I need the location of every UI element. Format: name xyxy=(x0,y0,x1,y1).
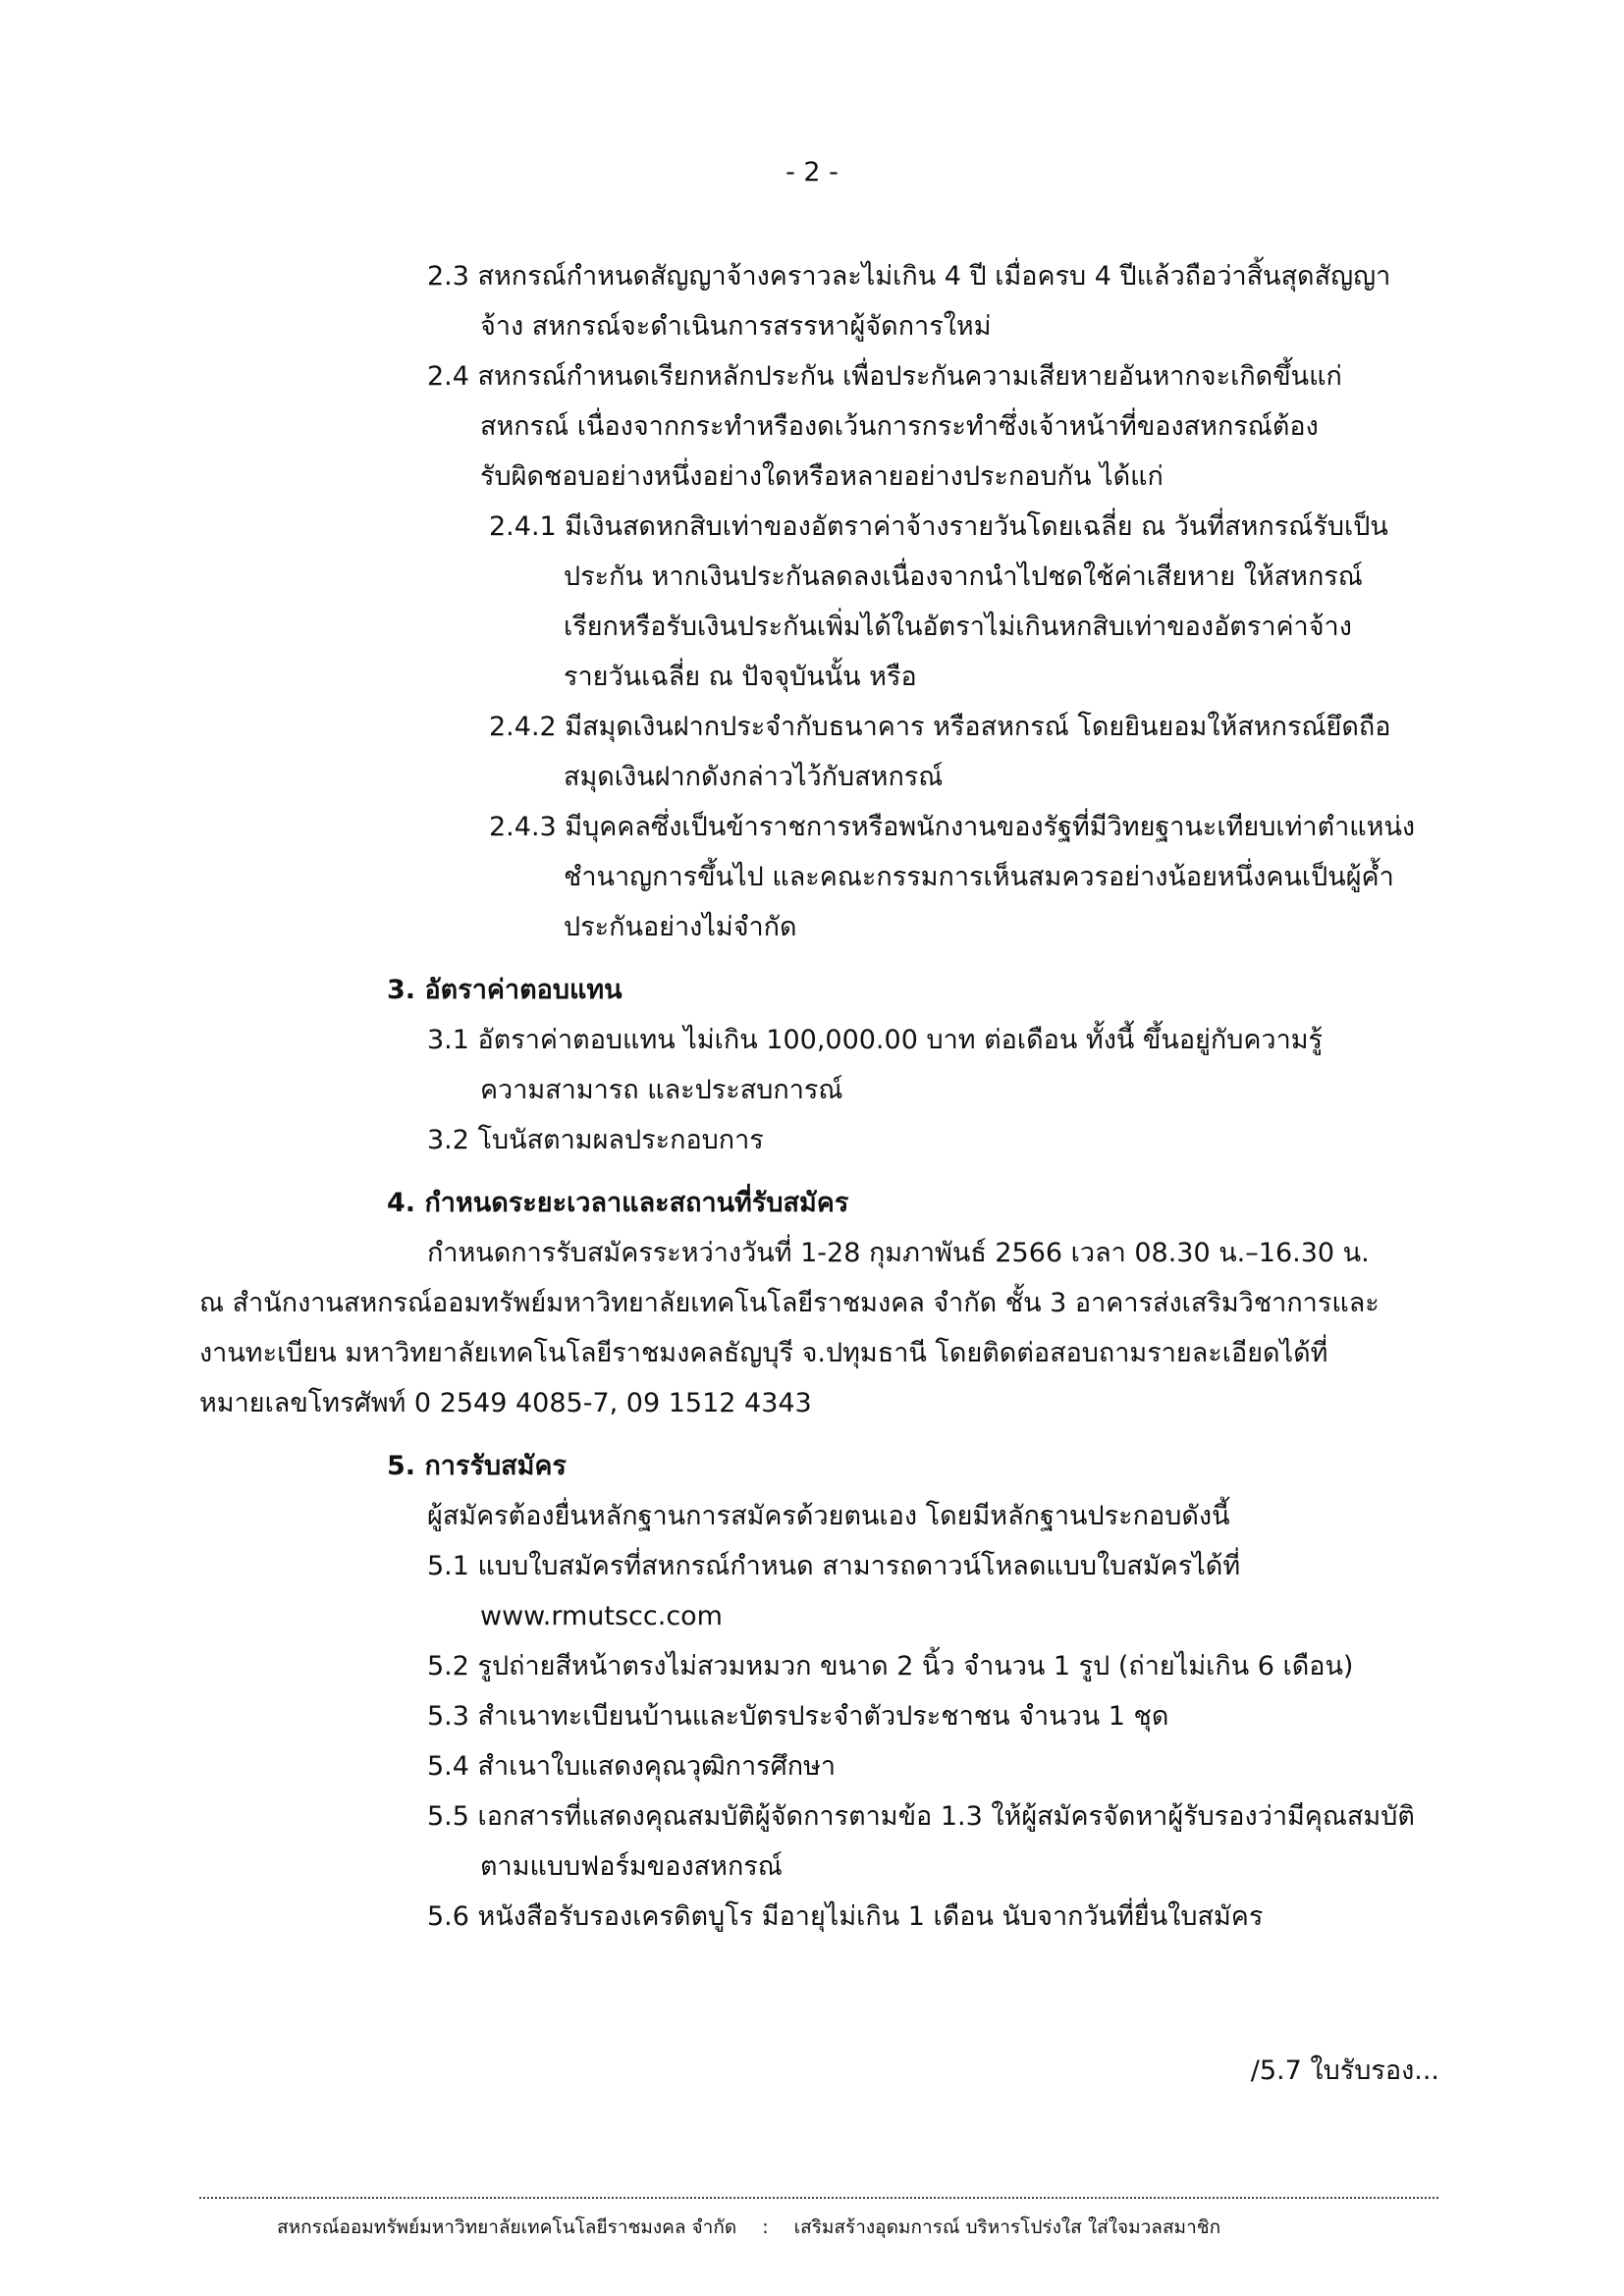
section-5-heading: 5. การรับสมัคร xyxy=(387,1451,567,1481)
item-2-4-3-line-2: ชำนาญการขึ้นไป และคณะกรรมการเห็นสมควรอย่างน้อยหนึ่งคนเป็นผู้ค้ำ xyxy=(564,862,1394,892)
footer-separator: : xyxy=(762,2216,769,2238)
item-5-6: 5.6 หนังสือรับรองเครดิตบูโร มีอายุไม่เกิน 1 เดือน นับจากวันที่ยื่นใบสมัคร xyxy=(427,1901,1264,1932)
footer-divider xyxy=(199,2197,1438,2199)
item-5-5-line-2: ตามแบบฟอร์มของสหกรณ์ xyxy=(480,1851,783,1882)
item-5-5-line-1: 5.5 เอกสารที่แสดงคุณสมบัติผู้จัดการตามข้อ 1.3 ให้ผู้สมัครจัดหาผู้รับรองว่ามีคุณสมบัติ xyxy=(427,1801,1415,1832)
item-5-2: 5.2 รูปถ่ายสีหน้าตรงไม่สวมหมวก ขนาด 2 นิ้ว จำนวน 1 รูป (ถ่ายไม่เกิน 6 เดือน) xyxy=(427,1651,1354,1682)
item-2-4-3-line-3: ประกันอย่างไม่จำกัด xyxy=(564,912,797,942)
item-5-1-website-link[interactable]: www.rmutscc.com xyxy=(480,1601,723,1631)
item-2-4-line-3: รับผิดชอบอย่างหนึ่งอย่างใดหรือหลายอย่างประกอบกัน ได้แก่ xyxy=(480,461,1164,492)
continuation-note: /5.7 ใบรับรอง... xyxy=(1250,2056,1439,2086)
page-number: - 2 - xyxy=(785,157,839,187)
section-5-intro: ผู้สมัครต้องยื่นหลักฐานการสมัครด้วยตนเอง โดยมีหลักฐานประกอบดังนี้ xyxy=(427,1501,1230,1531)
item-2-4-1-line-1: 2.4.1 มีเงินสดหกสิบเท่าของอัตราค่าจ้างรายวันโดยเฉลี่ย ณ วันที่สหกรณ์รับเป็น xyxy=(489,511,1388,542)
item-2-4-2-line-2: สมุดเงินฝากดังกล่าวไว้กับสหกรณ์ xyxy=(564,762,944,792)
item-2-4-3-line-1: 2.4.3 มีบุคคลซึ่งเป็นข้าราชการหรือพนักงานของรัฐที่มีวิทยฐานะเทียบเท่าตำแหน่ง xyxy=(489,812,1416,842)
footer-organization: สหกรณ์ออมทรัพย์มหาวิทยาลัยเทคโนโลยีราชมงคล จำกัด xyxy=(277,2216,737,2238)
item-2-4-line-2: สหกรณ์ เนื่องจากกระทำหรืองดเว้นการกระทำซึ่งเจ้าหน้าที่ของสหกรณ์ต้อง xyxy=(480,411,1319,442)
item-2-4-2-line-1: 2.4.2 มีสมุดเงินฝากประจำกับธนาคาร หรือสหกรณ์ โดยยินยอมให้สหกรณ์ยึดถือ xyxy=(489,712,1391,742)
section-4-body-line-2: ณ สำนักงานสหกรณ์ออมทรัพย์มหาวิทยาลัยเทคโนโลยีราชมงคล จำกัด ชั้น 3 อาคารส่งเสริมวิชาการและ xyxy=(199,1288,1380,1318)
section-4-body-line-3: งานทะเบียน มหาวิทยาลัยเทคโนโลยีราชมงคลธัญบุรี จ.ปทุมธานี โดยติดต่อสอบถามรายละเอียดได้ที่ xyxy=(199,1338,1328,1368)
item-2-3-line-1: 2.3 สหกรณ์กำหนดสัญญาจ้างคราวละไม่เกิน 4 ปี เมื่อครบ 4 ปีแล้วถือว่าสิ้นสุดสัญญา xyxy=(427,261,1391,292)
item-5-3: 5.3 สำเนาทะเบียนบ้านและบัตรประจำตัวประชาชน จำนวน 1 ชุด xyxy=(427,1701,1169,1732)
item-2-4-1-line-4: รายวันเฉลี่ย ณ ปัจจุบันนั้น หรือ xyxy=(564,662,917,692)
item-3-1-line-2: ความสามารถ และประสบการณ์ xyxy=(480,1075,843,1105)
item-2-4-1-line-3: เรียกหรือรับเงินประกันเพิ่มได้ในอัตราไม่เกินหกสิบเท่าของอัตราค่าจ้าง xyxy=(564,612,1352,642)
item-5-1-line-1: 5.1 แบบใบสมัครที่สหกรณ์กำหนด สามารถดาวน์โหลดแบบใบสมัครได้ที่ xyxy=(427,1551,1241,1581)
section-3-heading: 3. อัตราค่าตอบแทน xyxy=(387,975,623,1005)
item-2-4-line-1: 2.4 สหกรณ์กำหนดเรียกหลักประกัน เพื่อประกันความเสียหายอันหากจะเกิดขึ้นแก่ xyxy=(427,361,1342,392)
footer xyxy=(277,2213,1220,2242)
item-3-1-line-1: 3.1 อัตราค่าตอบแทน ไม่เกิน 100,000.00 บาท ต่อเดือน ทั้งนี้ ขึ้นอยู่กับความรู้ xyxy=(427,1025,1324,1055)
item-2-4-1-line-2: ประกัน หากเงินประกันลดลงเนื่องจากนำไปชดใช้ค่าเสียหาย ให้สหกรณ์ xyxy=(564,561,1363,592)
item-3-2: 3.2 โบนัสตามผลประกอบการ xyxy=(427,1125,764,1155)
section-4-body-line-4: หมายเลขโทรศัพท์ 0 2549 4085-7, 09 1512 4343 xyxy=(199,1388,812,1418)
section-4-heading: 4. กำหนดระยะเวลาและสถานที่รับสมัคร xyxy=(387,1188,849,1218)
item-2-3-line-2: จ้าง สหกรณ์จะดำเนินการสรรหาผู้จัดการใหม่ xyxy=(480,311,992,342)
section-4-body-line-1: กำหนดการรับสมัครระหว่างวันที่ 1-28 กุมภาพันธ์ 2566 เวลา 08.30 น.–16.30 น. xyxy=(427,1238,1370,1268)
item-5-4: 5.4 สำเนาใบแสดงคุณวุฒิการศึกษา xyxy=(427,1751,837,1782)
footer-motto: เสริมสร้างอุดมการณ์ บริหารโปร่งใส ใส่ใจมวลสมาชิก xyxy=(793,2216,1221,2238)
